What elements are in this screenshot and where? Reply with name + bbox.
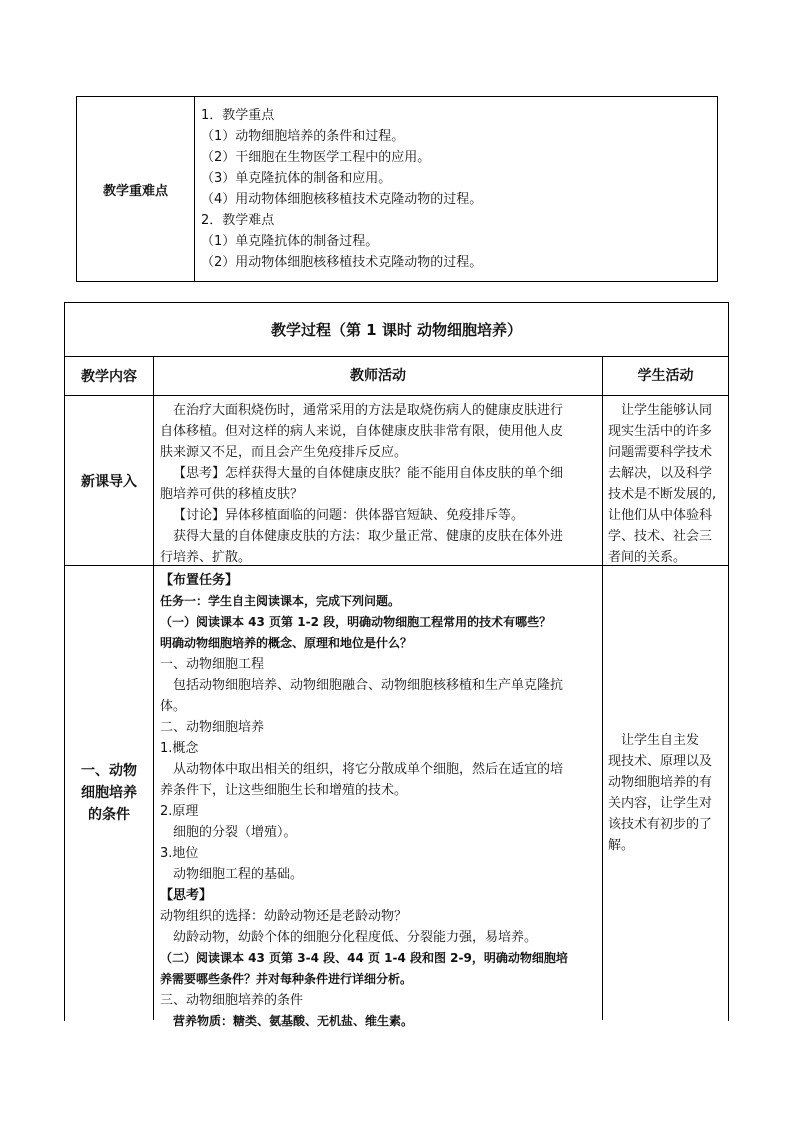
focus-line: （3）单克隆抗体的制备和应用。	[201, 171, 392, 186]
section1-label	[65, 566, 154, 1020]
process-title: 教学过程（第 1 课时 动物细胞培养）	[65, 303, 728, 357]
text-line: 学、技术、社会三	[608, 529, 713, 544]
section1-teacher-cell	[154, 566, 603, 1028]
text-line: （二）阅读课本 43 页第 3-4 段、44 页 1-4 段和图 2-9，明确动物细胞培	[160, 951, 568, 965]
text-line: 细胞的分裂（增殖）。	[173, 825, 297, 840]
text-line: 获得大量的自体健康皮肤的方法：取少量正常、健康的皮肤在体外进	[173, 529, 564, 544]
text-line: 2.原理	[160, 804, 199, 819]
header-content: 教学内容	[65, 357, 154, 395]
focus-line: 1．教学重点	[201, 108, 275, 123]
intro-student-cell	[603, 396, 728, 565]
intro-row	[65, 396, 728, 566]
text-line: 养条件下，让这些细胞生长和增殖的技术。	[160, 783, 408, 798]
focus-line: 2．教学难点	[201, 213, 275, 228]
label-line: 一、动物	[81, 763, 137, 779]
text-line: 让他们从中体验科	[608, 508, 713, 523]
focus-line: （2）用动物体细胞核移植技术克隆动物的过程。	[201, 255, 483, 270]
text-line: 【思考】	[160, 888, 213, 903]
text-line: 【布置任务】	[160, 573, 239, 588]
text-line: 【讨论】异体移植面临的问题：供体器官短缺、免疫排斥等。	[173, 508, 525, 523]
text-line: 一、动物细胞工程	[160, 657, 265, 672]
text-line: 动物细胞培养的有	[608, 775, 713, 790]
text-line: 体。	[160, 699, 187, 714]
text-line: 养需要哪些条件？并对每种条件进行详细分析。	[160, 972, 413, 986]
text-line: 包括动物细胞培养、动物细胞融合、动物细胞核移植和生产单克隆抗	[173, 678, 564, 693]
text-line: 让学生自主发	[621, 733, 700, 748]
process-table	[64, 302, 729, 1028]
text-line: 3.地位	[160, 846, 199, 861]
text-line: 任务一：学生自主阅读课本，完成下列问题。	[160, 594, 401, 608]
header-row	[65, 357, 728, 396]
text-line: 胞培养可供的移植皮肤？	[160, 487, 304, 502]
focus-line: （1）动物细胞培养的条件和过程。	[201, 129, 405, 144]
focus-table	[76, 96, 718, 282]
text-line: 者间的关系。	[608, 550, 687, 565]
text-line: 动物组织的选择：幼龄动物还是老龄动物？	[160, 909, 408, 924]
text-line: 三、动物细胞培养的条件	[160, 993, 304, 1008]
text-line: 从动物体中取出相关的组织，将它分散成单个细胞，然后在适宜的培	[173, 762, 564, 777]
focus-line: （4）用动物体细胞核移植技术克隆动物的过程。	[201, 192, 483, 207]
text-line: 现技术、原理以及	[608, 754, 713, 769]
focus-line: （2）干细胞在生物医学工程中的应用。	[201, 150, 431, 165]
text-line: 问题需要科学技术	[608, 445, 713, 460]
intro-label: 新课导入	[65, 396, 154, 565]
text-line: 营养物质：糖类、氨基酸、无机盐、维生素。	[173, 1014, 414, 1028]
section1-row	[65, 566, 728, 1028]
text-line: 在治疗大面积烧伤时，通常采用的方法是取烧伤病人的健康皮肤进行	[173, 403, 564, 418]
text-line: （一）阅读课本 43 页第 1-2 段，明确动物细胞工程常用的技术有哪些？	[160, 615, 552, 629]
text-line: 让学生能够认同	[621, 403, 713, 418]
header-teacher: 教师活动	[154, 357, 603, 395]
intro-teacher-cell	[154, 396, 603, 565]
text-line: 解。	[608, 838, 635, 853]
header-student: 学生活动	[637, 367, 694, 384]
text-line: 关内容，让学生对	[608, 796, 713, 811]
text-line: 二、动物细胞培养	[160, 720, 265, 735]
text-line: 明确动物细胞培养的概念、原理和地位是什么？	[160, 636, 413, 650]
label-line: 细胞培养	[81, 785, 137, 801]
text-line: 自体移植。但对这样的病人来说，自体健康皮肤非常有限，使用他人皮	[160, 424, 564, 439]
text-line: 1.概念	[160, 741, 199, 756]
text-line: 现实生活中的许多	[608, 424, 713, 439]
text-line: 去解决，以及科学	[608, 466, 713, 481]
text-line: 幼龄动物，幼龄个体的细胞分化程度低、分裂能力强，易培养。	[173, 930, 538, 945]
focus-label: 教学重难点	[77, 97, 195, 281]
focus-line: （1）单克隆抗体的制备过程。	[201, 234, 379, 249]
text-line: 动物细胞工程的基础。	[173, 867, 304, 882]
text-line: 技术是不断发展的,	[608, 487, 717, 502]
focus-content	[195, 97, 717, 281]
label-line: 的条件	[88, 807, 130, 823]
text-line: 该技术有初步的了	[608, 817, 713, 832]
text-line: 【思考】怎样获得大量的自体健康皮肤？能不能用自体皮肤的单个细	[173, 466, 564, 481]
text-line: 行培养、扩散。	[160, 550, 252, 565]
text-line: 肤来源又不足，而且会产生免疫排斥反应。	[160, 445, 408, 460]
section1-student-cell	[603, 566, 728, 1020]
